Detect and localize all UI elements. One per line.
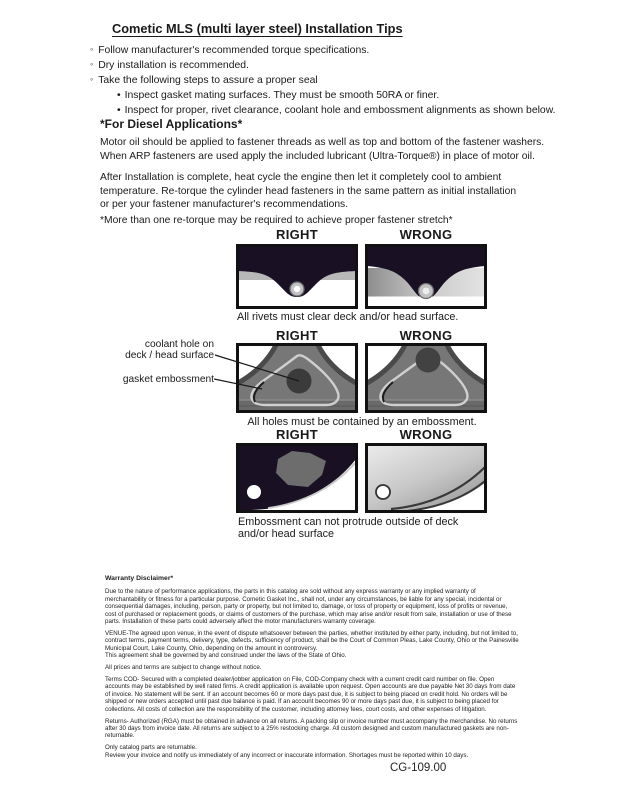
disclaimer-paragraph: Terms COD- Secured with a completed dealer/jobber application on File, COD-Company check with a current credit card number on file. Open accounts may be established by well rated firms. A credit application is available upon request. Open accounts are due payable Net 30 days from date of invoice. No statement will be sent. If an account becomes 60 or more days past due, it is subject to being placed on credit hold. No orders will be shipped or new orders accepted until past due balance is paid. If an account becomes 90 or more days past due, it is subject to being placed for collections. All costs of collection are the responsibility of the customer, including attorney fees, court costs, and other expenses of litigation.	[105, 675, 516, 713]
embossment-protrusion-wrong-diagram	[365, 443, 487, 513]
callout-line: deck / head surface	[125, 350, 214, 361]
row3-wrong-label: WRONG	[399, 427, 453, 442]
row1-right-label: RIGHT	[276, 227, 318, 242]
page-title: Cometic MLS (multi layer steel) Installation Tips	[112, 21, 403, 36]
coolant-hole-callout	[40, 339, 214, 361]
diesel-paragraph-2	[100, 171, 516, 212]
embossment-protrusion-right-diagram	[236, 443, 358, 513]
disclaimer-paragraph: Returns- Authorized (RGA) must be obtained in advance on all returns. A packing slip or invoice number must accompany the merchandise. No returns after 30 days from invoice date. All returns are subject to a 25% restocking charge. All custom designed and custom manufactured gaskets are non-returnable.	[105, 717, 518, 740]
gasket-embossment-callout: gasket embossment	[122, 374, 214, 385]
caption-line: Embossment can not protrude outside of deck	[238, 516, 459, 528]
disclaimer-paragraph: Review your invoice and notify us immediately of any incorrect or inaccurate information. Shortages must be reported within 10 days.	[105, 751, 469, 759]
disclaimer-paragraph: VENUE-The agreed upon venue, in the event of dispute whatsoever between the parties, whether instituted by either party, including, but not limited to, contract terms, payment terms, delivery, type, defects, sufficiency of product, shall be the Court of Common Pleas, Lake County, Ohio or the Painesville Municipal Court, Lake County, Ohio, depending on the amount in controversy.	[105, 629, 519, 652]
paragraph-line: Motor oil should be applied to fastener threads as well as top and bottom of the fastener washers.	[100, 137, 545, 148]
row2-caption: All holes must be contained by an embossment.	[247, 416, 477, 428]
paragraph-line: temperature. Re-torque the cylinder head fasteners in the same pattern as initial installation	[100, 185, 517, 197]
rivet-clearance-right-diagram	[236, 244, 358, 309]
paragraph-line: or per your fastener manufacturer's recommendations.	[100, 199, 349, 211]
rivet-clearance-wrong-diagram	[365, 244, 487, 309]
disclaimer-paragraph: Due to the nature of performance applications, the parts in this catalog are sold without any express warranty or any implied warranty of merchantability or fitness for a particular purpose. Cometic Gasket Inc., shall not, under any circumstances, be liable for any special, incidental or consequential damages, including, person, party or property, but not limited to, damage, or loss of property or equipment, loss of profits or revenue, cost of purchased or replacement goods, or claims of customers of the purchase, which may arise and/or result from sale, installation or use of these parts. Installation of these parts could adversely affect the motor manufacturers warranty coverage.	[105, 588, 512, 626]
paragraph-line: When ARP fasteners are used apply the included lubricant (Ultra-Torque®) in place of motor oil.	[100, 150, 535, 162]
callout-line: coolant hole on	[144, 339, 214, 350]
bolt-hole-icon	[376, 485, 390, 499]
diesel-paragraph-1	[100, 136, 544, 163]
installation-tips-list	[90, 43, 556, 118]
row2-wrong-label: WRONG	[399, 328, 453, 343]
coolant-hole-icon	[416, 348, 441, 373]
row1-wrong-label: WRONG	[399, 227, 453, 242]
callout-leader-lines	[214, 347, 304, 393]
row1-caption: All rivets must clear deck and/or head surface.	[237, 311, 459, 323]
warranty-disclaimer	[105, 575, 519, 759]
disclaimer-heading: Warranty Disclaimer*	[105, 575, 174, 582]
tip-item: ◦ Take the following steps to assure a proper seal	[90, 73, 556, 88]
document-number: CG-109.00	[390, 762, 447, 774]
bolt-hole-icon	[247, 485, 261, 499]
disclaimer-paragraph: Only catalog parts are returnable.	[105, 744, 197, 752]
tip-sub-item: • Inspect gasket mating surfaces. They must be smooth 50RA or finer.	[90, 88, 556, 103]
tip-sub-item: • Inspect for proper, rivet clearance, coolant hole and embossment alignments as shown below.	[90, 103, 556, 118]
retorque-note: *More than one re-torque may be required to achieve proper fastener stretch*	[100, 215, 453, 226]
row3-caption	[238, 516, 458, 540]
caption-line: and/or head surface	[238, 528, 335, 540]
diesel-section-heading: *For Diesel Applications*	[100, 117, 243, 131]
paragraph-line: After Installation is complete, heat cycle the engine then let it completely cool to ambient	[100, 172, 502, 183]
embossment-containment-wrong-diagram	[365, 343, 487, 413]
row3-right-label: RIGHT	[276, 427, 318, 442]
disclaimer-paragraph: All prices and terms are subject to change without notice.	[105, 664, 262, 672]
tip-item: ◦ Dry installation is recommended.	[90, 58, 556, 73]
disclaimer-paragraph: This agreement shall be governed by and construed under the laws of the State of Ohio.	[105, 652, 347, 660]
tip-item: ◦ Follow manufacturer's recommended torque specifications.	[90, 43, 556, 58]
row2-right-label: RIGHT	[276, 328, 318, 343]
